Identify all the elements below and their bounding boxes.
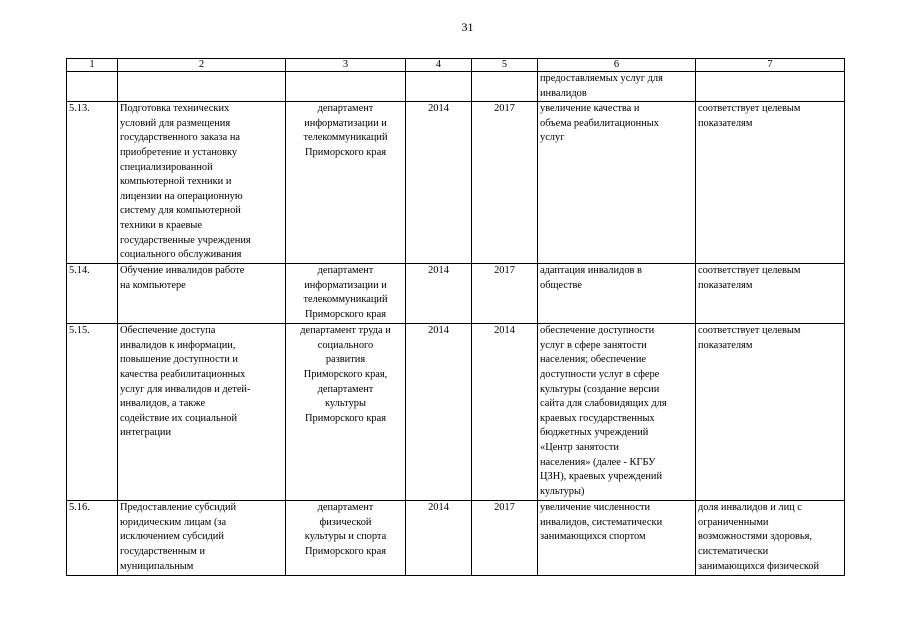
measure-description: Обеспечение доступа инвалидов к информации, повышение доступности и качества реабилитационных услуг для инвалидов и детей- инвалидов, а также содействие их социальной интеграции: [118, 324, 286, 501]
expected-result: увеличение численности инвалидов, систематически занимающихся спортом: [538, 501, 696, 576]
indicator-link: соответствует целевым показателям: [696, 324, 845, 501]
table-row: [67, 72, 845, 102]
column-number: 1: [67, 59, 118, 72]
measure-number: [67, 72, 118, 102]
measure-executor: департамент физической культуры и спорта Приморского края: [286, 501, 406, 576]
expected-result: увеличение качества и объема реабилитационных услуг: [538, 102, 696, 264]
expected-result: предоставляемых услуг для инвалидов: [538, 72, 696, 102]
measure-description: [118, 72, 286, 102]
measure-number: 5.15.: [67, 324, 118, 501]
measure-description: Обучение инвалидов работе на компьютере: [118, 264, 286, 324]
measure-description: Подготовка технических условий для размещения государственного заказа на приобретение и установку специализированной компьютерной техники и лицензии на операционную систему для компьютерной техники в краевые государственные учреждения социального обслуживания: [118, 102, 286, 264]
end-year: 2014: [472, 324, 538, 501]
page-number: 31: [461, 20, 474, 34]
column-number: 6: [538, 59, 696, 72]
start-year: 2014: [406, 324, 472, 501]
expected-result: адаптация инвалидов в обществе: [538, 264, 696, 324]
measure-executor: департамент информатизации и телекоммуникаций Приморского края: [286, 264, 406, 324]
measure-executor: [286, 72, 406, 102]
start-year: [406, 72, 472, 102]
measure-description: Предоставление субсидий юридическим лицам (за исключением субсидий государственным и муниципальным: [118, 501, 286, 576]
end-year: [472, 72, 538, 102]
column-number: 3: [286, 59, 406, 72]
end-year: 2017: [472, 264, 538, 324]
start-year: 2014: [406, 102, 472, 264]
program-measures-table: [66, 58, 845, 576]
end-year: 2017: [472, 501, 538, 576]
table-row: [67, 102, 845, 264]
measure-executor: департамент труда и социального развития Приморского края, департамент культуры Приморского края: [286, 324, 406, 501]
indicator-link: соответствует целевым показателям: [696, 264, 845, 324]
indicator-link: соответствует целевым показателям: [696, 102, 845, 264]
start-year: 2014: [406, 264, 472, 324]
table-row: [67, 264, 845, 324]
column-number: 4: [406, 59, 472, 72]
table-row: [67, 501, 845, 576]
column-number: 2: [118, 59, 286, 72]
measure-number: 5.16.: [67, 501, 118, 576]
measure-number: 5.14.: [67, 264, 118, 324]
indicator-link: доля инвалидов и лиц с ограниченными возможностями здоровья, систематически занимающихся физической: [696, 501, 845, 576]
indicator-link: [696, 72, 845, 102]
column-number: 7: [696, 59, 845, 72]
measure-number: 5.13.: [67, 102, 118, 264]
expected-result: обеспечение доступности услуг в сфере занятости населения; обеспечение доступности услуг в сфере культуры (создание версии сайта для слабовидящих для краевых государственных бюджетных учреждений «Центр занятости населения» (далее - КГБУ ЦЗН), краевых учреждений культуры): [538, 324, 696, 501]
measure-executor: департамент информатизации и телекоммуникаций Приморского края: [286, 102, 406, 264]
start-year: 2014: [406, 501, 472, 576]
column-number: 5: [472, 59, 538, 72]
table-row: [67, 324, 845, 501]
end-year: 2017: [472, 102, 538, 264]
column-number-row: [67, 59, 845, 72]
